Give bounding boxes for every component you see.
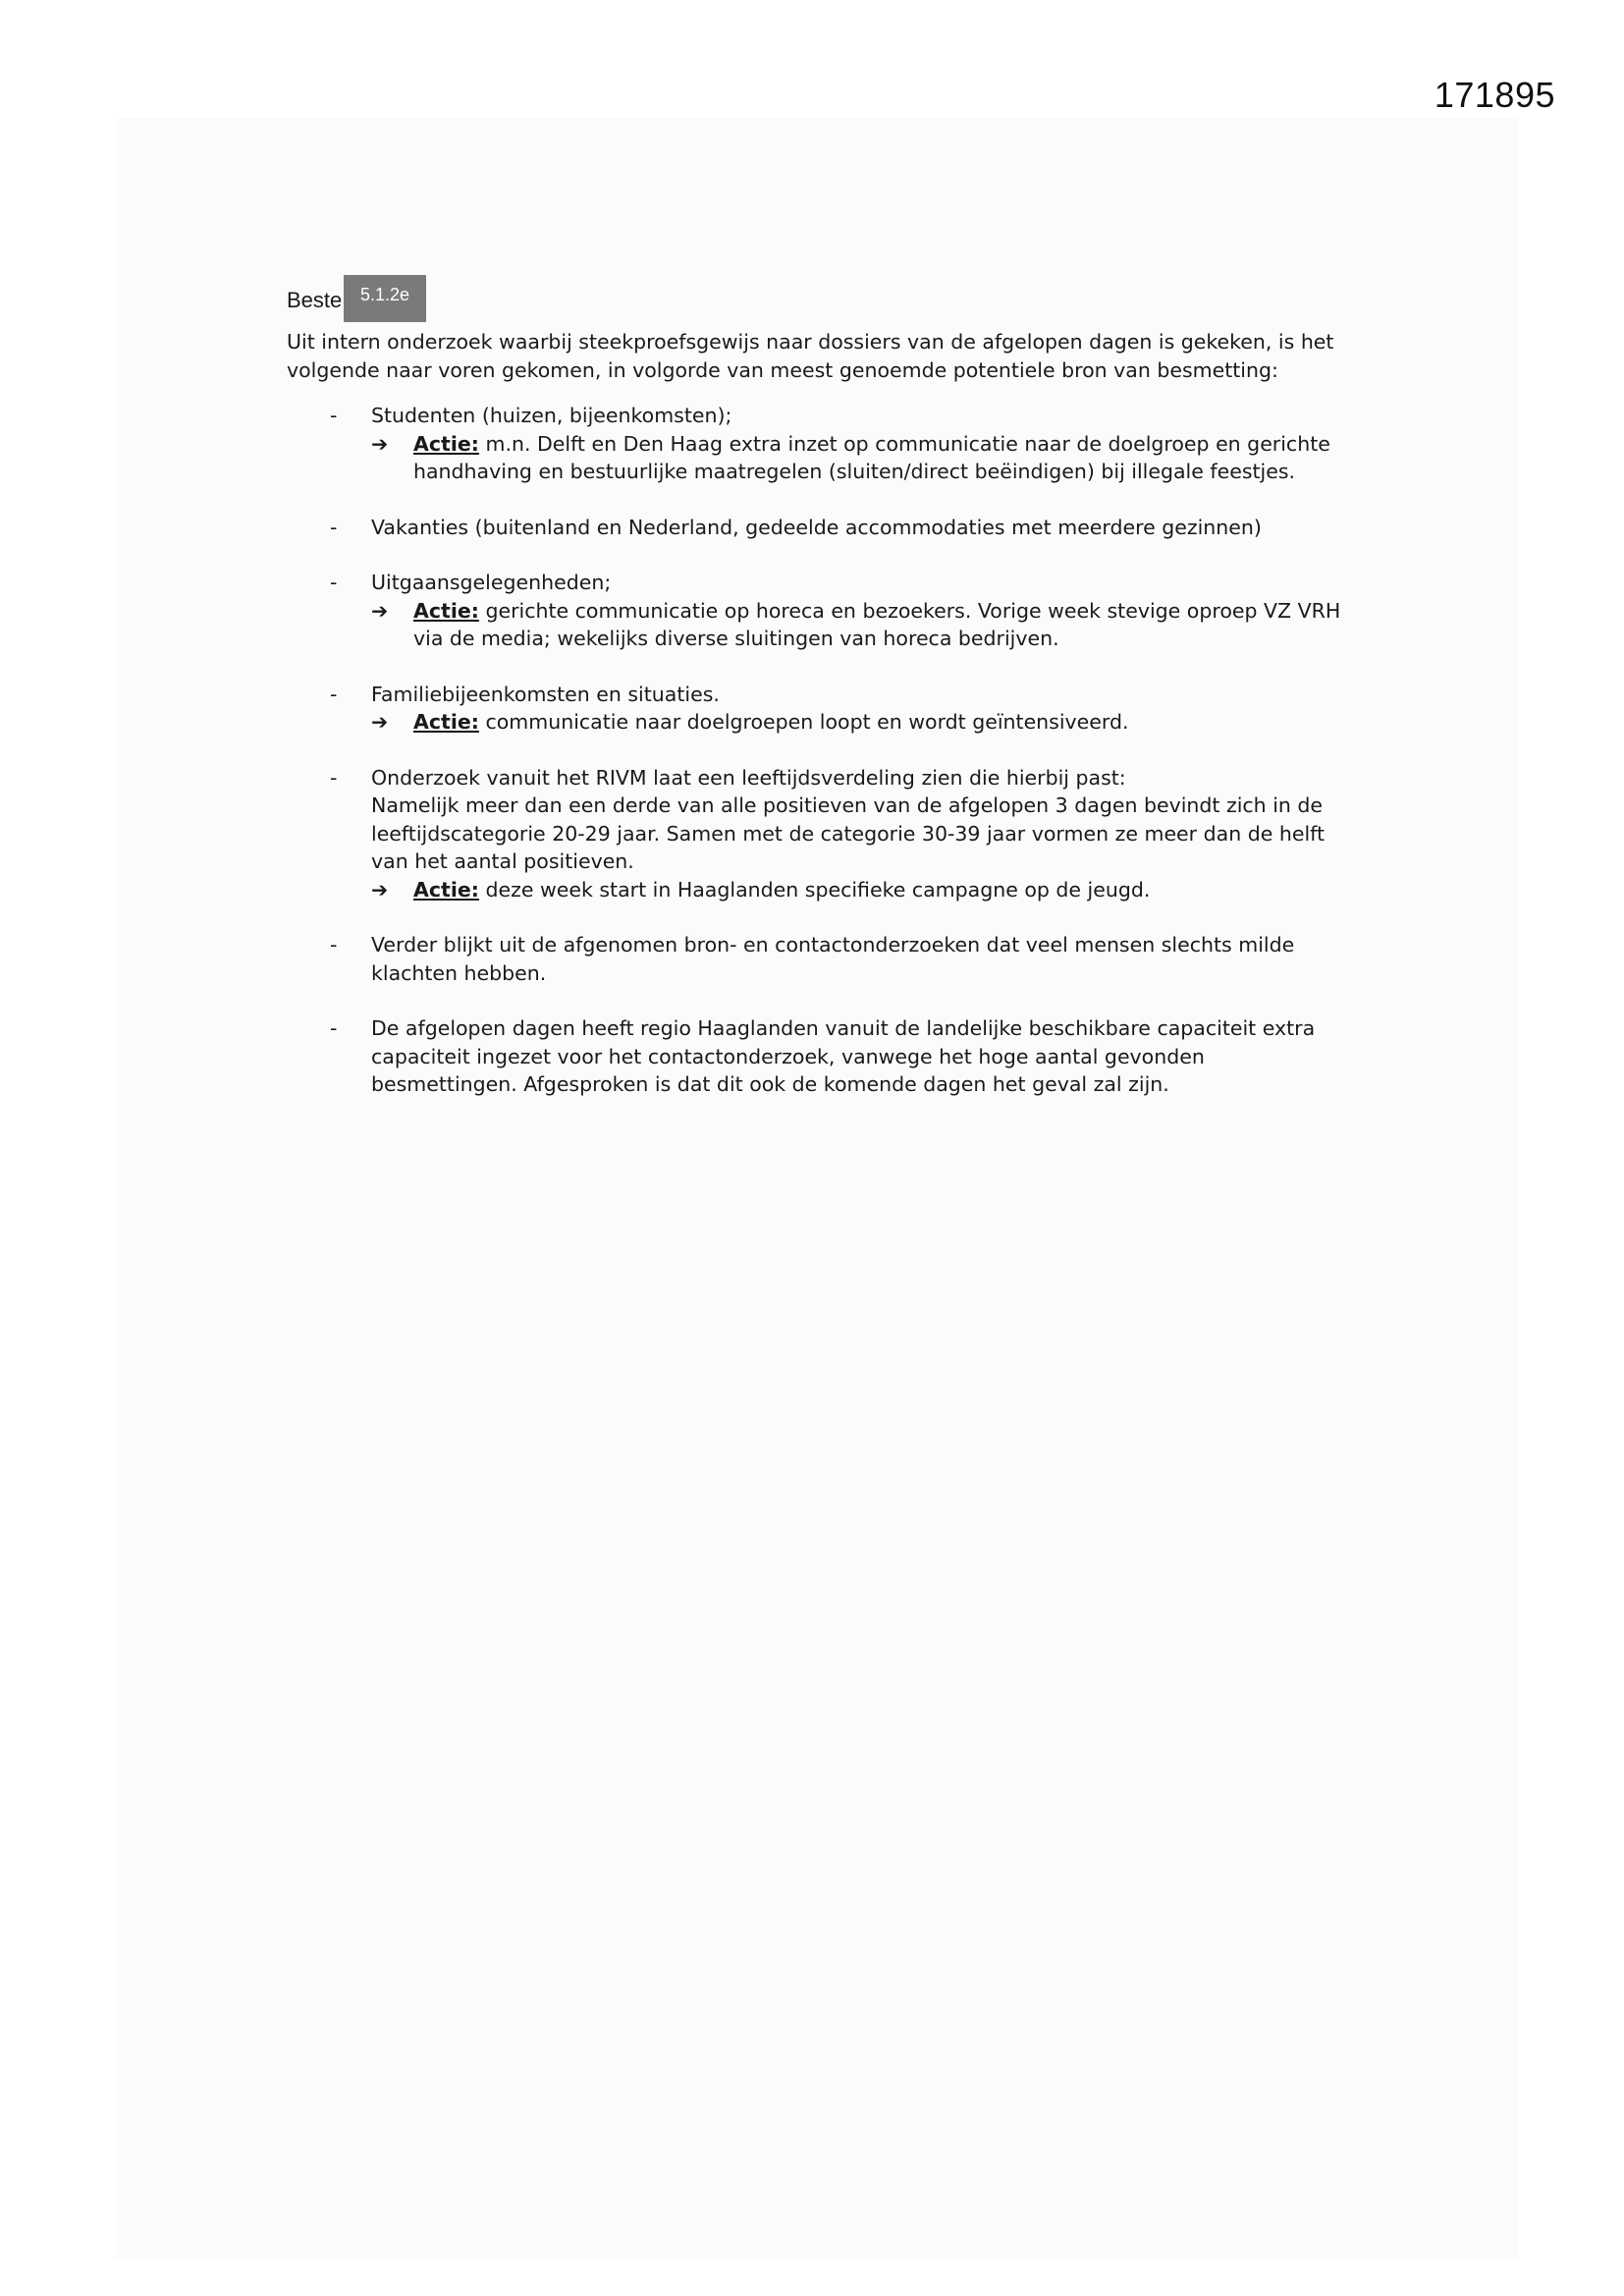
- salutation: [287, 275, 1357, 324]
- list-item-text: De afgelopen dagen heeft regio Haaglanden vanuit de landelijke beschikbare capaciteit extra capaciteit ingezet voor het contactonderzoek, vanwege het hoge aantal gevonden besmettingen. Afgesproken is dat dit ook de komende dagen het geval zal zijn.: [371, 1016, 1316, 1096]
- action-text: deze week start in Haaglanden specifieke campagne op de jeugd.: [478, 877, 1151, 902]
- action-text: m.n. Delft en Den Haag extra inzet op communicatie naar de doelgroep en gerichte handhaving en bestuurlijke maatregelen (sluiten/direct beëindigen) bij illegale feestjes.: [413, 431, 1330, 483]
- bullet-dash: -: [330, 515, 338, 539]
- bullet-dash: -: [330, 933, 338, 957]
- list-item: [287, 569, 1357, 653]
- list-item: [287, 764, 1357, 904]
- arrow-right-icon: ➔: [371, 877, 389, 902]
- bullet-dash: -: [330, 765, 338, 790]
- list-item-text: Vakanties (buitenland en Nederland, gedeelde accommodaties met meerdere gezinnen): [371, 515, 1262, 539]
- action-label: Actie:: [413, 710, 479, 734]
- arrow-right-icon: ➔: [371, 431, 389, 456]
- action-text: communicatie naar doelgroepen loopt en wordt geïntensiveerd.: [478, 710, 1129, 734]
- document-number: 171895: [1434, 75, 1555, 115]
- list-item: [287, 514, 1357, 542]
- letter-body: [287, 275, 1357, 1126]
- list-item: [287, 681, 1357, 737]
- list-item: [287, 1014, 1357, 1099]
- intro-paragraph: Uit intern onderzoek waarbij steekproefsgewijs naar dossiers van de afgelopen dagen is gekeken, is het volgende naar voren gekomen, in volgorde van meest genoemde potentiele bron van besmetting:: [287, 330, 1334, 382]
- action-line: [371, 597, 1357, 653]
- bullet-dash: -: [330, 404, 338, 427]
- list-item-text-continued: Namelijk meer dan een derde van alle positieven van de afgelopen 3 dagen bevindt zich in de leeftijdscategorie 20-29 jaar. Samen met de categorie 30-39 jaar vormen ze meer dan de helft van het aantal positieven.: [371, 793, 1326, 873]
- list-item-text: Uitgaansgelegenheden;: [371, 571, 612, 594]
- bullet-dash: -: [330, 571, 338, 594]
- list-item-text: Onderzoek vanuit het RIVM laat een leeftijdsverdeling zien die hierbij past:: [371, 765, 1126, 790]
- bullet-dash: -: [330, 1016, 338, 1040]
- list-item-text: Familiebijeenkomsten en situaties.: [371, 682, 720, 706]
- action-line: [371, 876, 1357, 904]
- action-line: [371, 430, 1357, 486]
- list-item: [287, 402, 1357, 486]
- action-label: Actie:: [413, 431, 479, 456]
- arrow-right-icon: ➔: [371, 710, 389, 734]
- action-label: Actie:: [413, 877, 479, 902]
- action-line: [371, 708, 1357, 737]
- action-label: Actie:: [413, 598, 479, 623]
- bullet-dash: -: [330, 682, 338, 706]
- redaction-box: 5.1.2e: [344, 275, 426, 322]
- list-item-text: Studenten (huizen, bijeenkomsten);: [371, 404, 732, 427]
- list-item: [287, 931, 1357, 987]
- action-text: gerichte communicatie op horeca en bezoekers. Vorige week stevige oproep VZ VRH via de media; wekelijks diverse sluitingen van horeca bedrijven.: [413, 598, 1341, 650]
- arrow-right-icon: ➔: [371, 598, 389, 623]
- salutation-word: Beste: [287, 288, 343, 312]
- list-item-text: Verder blijkt uit de afgenomen bron- en contactonderzoeken dat veel mensen slechts milde klachten hebben.: [371, 933, 1295, 985]
